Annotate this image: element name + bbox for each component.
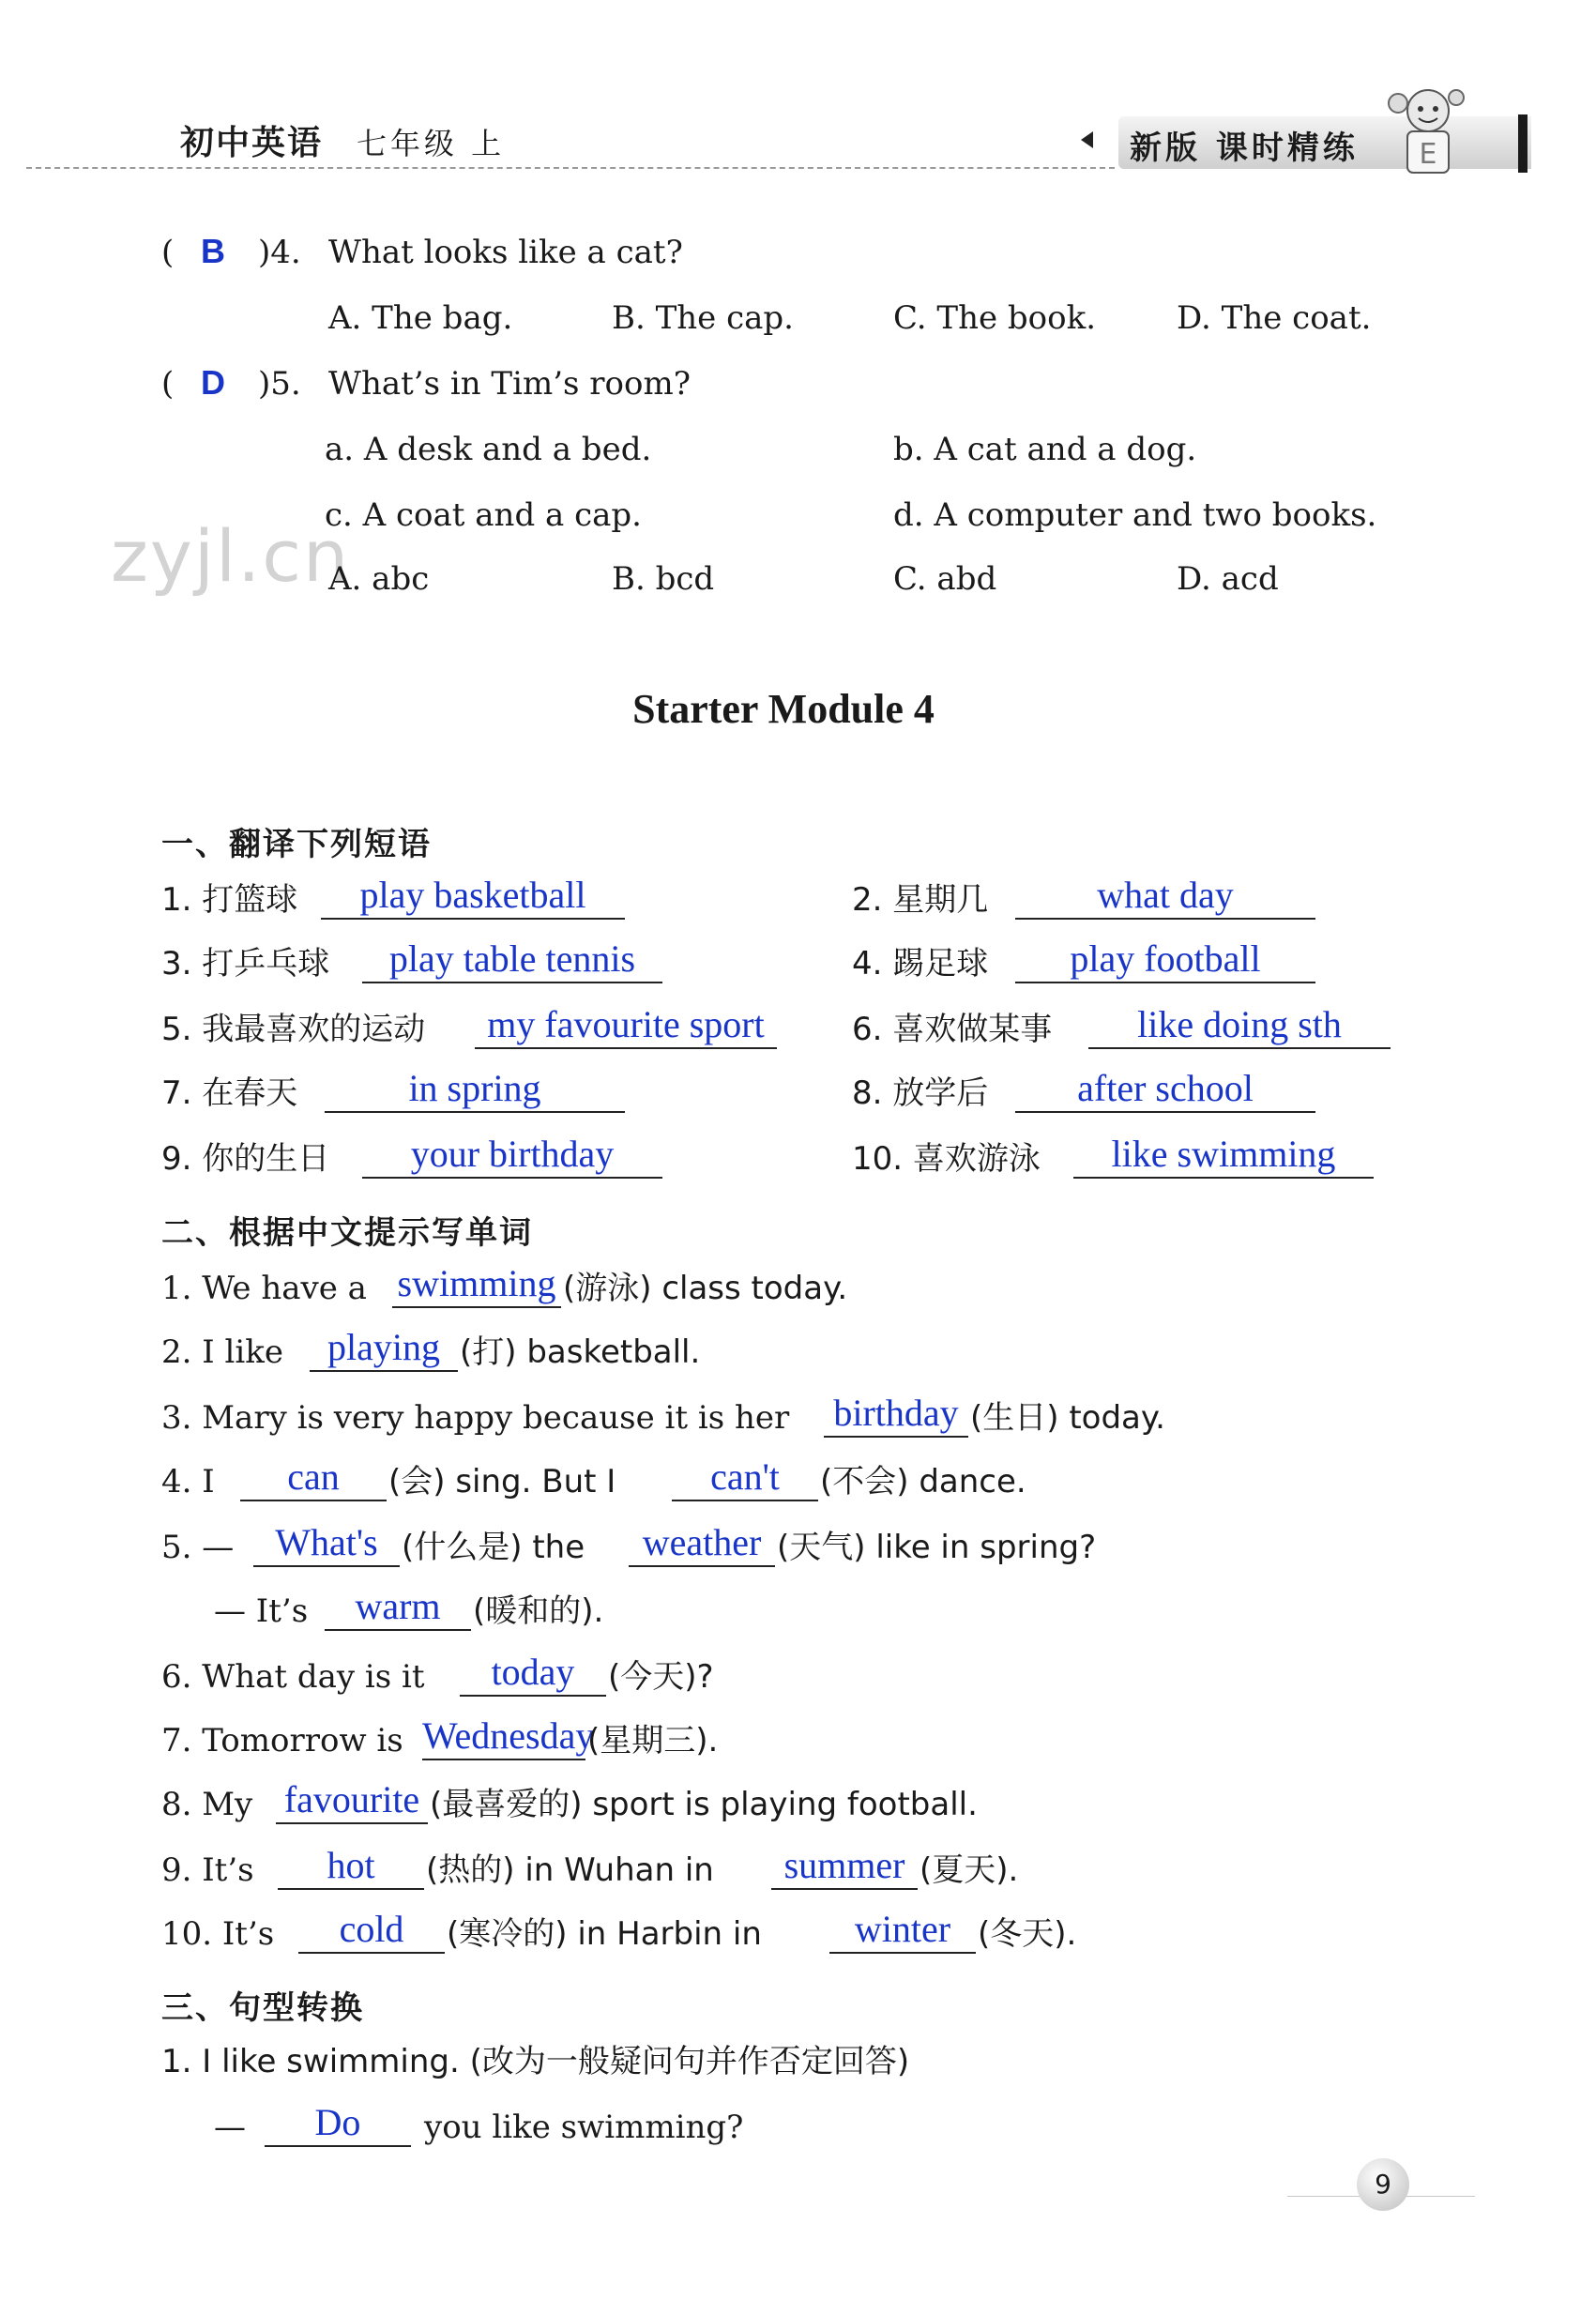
paren-open: (	[161, 365, 175, 403]
phrase-8-label: 8. 放学后	[852, 1074, 989, 1112]
s2-q3-post: (生日) today.	[970, 1399, 1165, 1437]
s2-q6-answer: today	[491, 1651, 575, 1693]
s2-q2-blank	[310, 1327, 458, 1372]
s2-q5-pre: 5. —	[161, 1529, 235, 1566]
s2-q3-pre: 3. Mary is very happy because it is her	[161, 1399, 790, 1437]
header-bar	[1518, 114, 1528, 173]
s2-q7-blank	[422, 1714, 595, 1760]
s2-q9-pre: 9. It’s	[161, 1851, 254, 1889]
q5-option-d: D. acd	[1177, 560, 1279, 598]
q5-sub-d: d. A computer and two books.	[893, 496, 1377, 534]
phrase-7-blank	[325, 1068, 625, 1113]
s2-q10-pre: 10. It’s	[161, 1915, 275, 1953]
s2-q5-answer-1: What's	[275, 1521, 378, 1563]
phrase-6-blank	[1088, 1004, 1391, 1049]
q4-option-b: B. The cap.	[612, 299, 794, 337]
s2-q9-answer-2: summer	[783, 1844, 905, 1886]
s2-q10-answer-1: cold	[339, 1908, 404, 1950]
s2-q9-post: (夏天).	[920, 1851, 1019, 1889]
phrase-7-answer: in spring	[408, 1067, 541, 1109]
phrase-6-answer: like doing sth	[1137, 1003, 1342, 1045]
phrase-3-answer: play table tennis	[388, 937, 636, 980]
s2-q4-blank-1	[240, 1456, 387, 1501]
phrase-4-blank	[1015, 938, 1315, 983]
s2-q5-blank-1	[253, 1522, 400, 1567]
brand-badge: E	[1419, 138, 1437, 171]
s2-q4-pre: 4. I	[161, 1463, 215, 1500]
s2-q4-post: (不会) dance.	[820, 1463, 1026, 1500]
s2-q10-mid: (寒冷的) in Harbin in	[447, 1915, 762, 1953]
phrase-1-blank	[321, 875, 625, 920]
s2-q7-post: (星期三).	[587, 1722, 719, 1759]
q4-question: What looks like a cat?	[328, 234, 683, 271]
phrase-5-answer: my favourite sport	[487, 1003, 765, 1045]
q4-option-d: D. The coat.	[1177, 299, 1372, 337]
q4-option-c: C. The book.	[893, 299, 1097, 337]
mascot-icon	[1379, 83, 1473, 186]
phrase-4-label: 4. 踢足球	[852, 945, 989, 982]
phrase-10-blank	[1073, 1134, 1374, 1179]
q5-number: )5.	[258, 365, 301, 403]
s2-q9-mid: (热的) in Wuhan in	[426, 1851, 714, 1889]
header-brand: 新版 课时精练	[1130, 129, 1359, 167]
s2-q8-pre: 8. My	[161, 1786, 253, 1823]
s2-q4-mid: (会) sing. But I	[388, 1463, 616, 1500]
s2-q7-pre: 7. Tomorrow is	[161, 1722, 403, 1759]
s2-q5-mid: (什么是) the	[402, 1529, 585, 1566]
phrase-2-label: 2. 星期几	[852, 881, 989, 919]
phrase-2-answer: what day	[1097, 874, 1234, 916]
header-arrow-icon	[1081, 131, 1093, 148]
s2-q4-blank-2	[672, 1456, 818, 1501]
q4-number: )4.	[258, 234, 301, 271]
s2-q9-answer-1: hot	[327, 1844, 375, 1886]
phrase-9-blank	[362, 1134, 662, 1179]
header-subject: 初中英语	[180, 124, 324, 162]
s2-q8-answer: favourite	[283, 1778, 420, 1820]
s2-q7-answer: Wednesday	[422, 1714, 595, 1757]
q5-answer: D	[201, 363, 225, 402]
q5-question: What’s in Tim’s room?	[328, 365, 691, 403]
phrase-9-label: 9. 你的生日	[161, 1140, 330, 1178]
s2-q5-post: (天气) like in spring?	[777, 1529, 1097, 1566]
s3-q1-answer: Do	[314, 2101, 361, 2143]
s2-q3-answer: birthday	[833, 1392, 959, 1434]
page-number: 9	[1357, 2158, 1409, 2211]
phrase-10-answer: like swimming	[1111, 1133, 1336, 1175]
s2-q10-blank-1	[298, 1909, 445, 1954]
s2-q9-blank-1	[278, 1845, 424, 1890]
q4-option-a: A. The bag.	[328, 299, 513, 337]
phrase-9-answer: your birthday	[410, 1133, 615, 1175]
s3-q1-blank	[265, 2102, 411, 2147]
phrase-5-blank	[475, 1004, 777, 1049]
s2-q6-pre: 6. What day is it	[161, 1658, 425, 1696]
s2-q8-blank	[276, 1779, 428, 1824]
phrase-8-answer: after school	[1077, 1067, 1254, 1109]
phrase-3-label: 3. 打乒乓球	[161, 945, 330, 982]
phrase-6-label: 6. 喜欢做某事	[852, 1011, 1053, 1048]
s2-q1-answer: swimming	[397, 1262, 556, 1304]
q5-option-c: C. abd	[893, 560, 997, 598]
phrase-1-label: 1. 打篮球	[161, 881, 298, 919]
s2-q10-blank-2	[829, 1909, 976, 1954]
s2-q3-blank	[824, 1393, 968, 1438]
s2-q5b-answer: warm	[355, 1585, 441, 1627]
section3-heading: 三、句型转换	[161, 1989, 364, 2027]
s2-q2-answer: playing	[327, 1326, 440, 1368]
s2-q5b-pre: — It’s	[214, 1592, 309, 1630]
s2-q1-post: (游泳) class today.	[563, 1270, 848, 1307]
watermark: zyjl.cn	[111, 514, 351, 598]
s2-q5b-post: (暖和的).	[473, 1592, 604, 1630]
q4-answer: B	[201, 232, 225, 270]
s2-q10-answer-2: winter	[854, 1908, 951, 1950]
s2-q2-pre: 2. I like	[161, 1333, 283, 1371]
s2-q5-blank-2	[629, 1522, 775, 1567]
s2-q6-post: (今天)?	[608, 1658, 714, 1696]
header-divider	[26, 167, 1115, 169]
s2-q8-post: (最喜爱的) sport is playing football.	[430, 1786, 978, 1823]
s2-q6-blank	[460, 1652, 606, 1697]
s2-q1-blank	[392, 1263, 561, 1308]
q5-option-a: A. abc	[328, 560, 430, 598]
s3-q1-text: 1. I like swimming. (改为一般疑问句并作否定回答)	[161, 2043, 910, 2080]
phrase-5-label: 5. 我最喜欢的运动	[161, 1011, 426, 1048]
module-title: Starter Module 4	[632, 686, 935, 732]
phrase-2-blank	[1015, 875, 1315, 920]
s2-q2-post: (打) basketball.	[460, 1333, 701, 1371]
phrase-1-answer: play basketball	[359, 874, 586, 916]
s2-q1-pre: 1. We have a	[161, 1270, 367, 1307]
section1-heading: 一、翻译下列短语	[161, 826, 432, 863]
phrase-4-answer: play football	[1070, 937, 1261, 980]
s2-q4-answer-2: can't	[710, 1455, 780, 1498]
phrase-3-blank	[362, 938, 662, 983]
header-grade: 七年级 上	[357, 126, 506, 161]
s2-q4-answer-1: can	[287, 1455, 340, 1498]
q5-sub-c: c. A coat and a cap.	[325, 496, 642, 534]
paren-open: (	[161, 234, 175, 271]
phrase-10-label: 10. 喜欢游泳	[852, 1140, 1041, 1178]
section2-heading: 二、根据中文提示写单词	[161, 1214, 533, 1252]
s2-q10-post: (冬天).	[978, 1915, 1077, 1953]
s2-q5-answer-2: weather	[642, 1521, 762, 1563]
s3-q1-pre: —	[214, 2109, 246, 2146]
s2-q9-blank-2	[771, 1845, 918, 1890]
q5-option-b: B. bcd	[612, 560, 715, 598]
q5-sub-b: b. A cat and a dog.	[893, 431, 1197, 468]
s2-q5b-blank	[325, 1586, 471, 1631]
phrase-7-label: 7. 在春天	[161, 1074, 298, 1112]
q5-sub-a: a. A desk and a bed.	[325, 431, 652, 468]
s3-q1-post: you like swimming?	[424, 2109, 744, 2146]
phrase-8-blank	[1015, 1068, 1315, 1113]
